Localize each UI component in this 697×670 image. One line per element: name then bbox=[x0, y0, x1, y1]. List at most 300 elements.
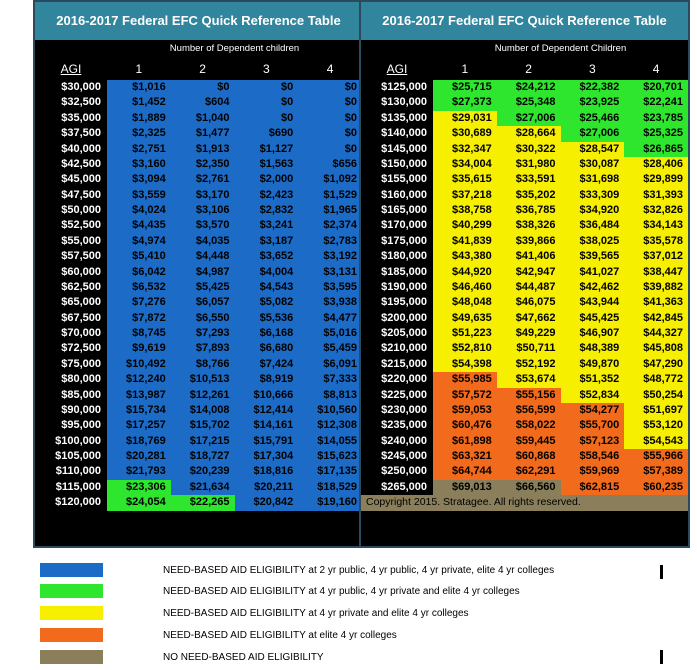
efc-cell: $10,666 bbox=[235, 388, 299, 403]
efc-cell: $1,477 bbox=[171, 126, 235, 141]
table-row bbox=[361, 372, 688, 387]
table-row bbox=[361, 280, 688, 295]
table-row bbox=[361, 388, 688, 403]
table-row bbox=[361, 449, 688, 464]
column-header-row bbox=[361, 58, 688, 80]
efc-cell: $35,578 bbox=[624, 234, 688, 249]
agi-cell: $160,000 bbox=[361, 188, 433, 203]
subheader-label: Number of Dependent Children bbox=[494, 43, 627, 54]
agi-cell: $85,000 bbox=[35, 388, 107, 403]
subheader-label: Number of Dependent children bbox=[169, 43, 300, 54]
agi-cell: $115,000 bbox=[35, 480, 107, 495]
efc-cell: $20,701 bbox=[624, 80, 688, 95]
efc-cell: $15,702 bbox=[171, 418, 235, 433]
table-row bbox=[361, 265, 688, 280]
efc-cell: $28,547 bbox=[561, 142, 625, 157]
efc-cell: $58,546 bbox=[561, 449, 625, 464]
efc-cell: $26,865 bbox=[624, 142, 688, 157]
efc-cell: $0 bbox=[298, 95, 362, 110]
efc-cell: $1,889 bbox=[107, 111, 171, 126]
efc-cell: $2,350 bbox=[171, 157, 235, 172]
efc-cell: $20,281 bbox=[107, 449, 171, 464]
efc-cell: $2,832 bbox=[235, 203, 299, 218]
table-body bbox=[361, 80, 688, 495]
efc-cell: $35,202 bbox=[497, 188, 561, 203]
table-row bbox=[361, 111, 688, 126]
table-row bbox=[35, 311, 362, 326]
efc-cell: $59,445 bbox=[497, 434, 561, 449]
efc-cell: $5,082 bbox=[235, 295, 299, 310]
agi-cell: $95,000 bbox=[35, 418, 107, 433]
right-edge-mark bbox=[660, 565, 663, 579]
efc-cell: $4,004 bbox=[235, 265, 299, 280]
right-edge-mark bbox=[660, 650, 663, 664]
efc-cell: $10,513 bbox=[171, 372, 235, 387]
legend-swatch-green bbox=[40, 584, 103, 598]
efc-cell: $51,223 bbox=[433, 326, 497, 341]
efc-cell: $5,425 bbox=[171, 280, 235, 295]
efc-cell: $14,055 bbox=[298, 434, 362, 449]
efc-cell: $17,257 bbox=[107, 418, 171, 433]
table-row bbox=[361, 218, 688, 233]
efc-cell: $59,053 bbox=[433, 403, 497, 418]
efc-cell: $1,040 bbox=[171, 111, 235, 126]
efc-cell: $20,842 bbox=[235, 495, 299, 510]
agi-cell: $175,000 bbox=[361, 234, 433, 249]
efc-cell: $47,662 bbox=[497, 311, 561, 326]
efc-cell: $10,560 bbox=[298, 403, 362, 418]
agi-cell: $205,000 bbox=[361, 326, 433, 341]
efc-cell: $2,325 bbox=[107, 126, 171, 141]
efc-cell: $5,016 bbox=[298, 326, 362, 341]
efc-cell: $32,347 bbox=[433, 142, 497, 157]
efc-cell: $51,352 bbox=[561, 372, 625, 387]
col-header-4: 4 bbox=[326, 62, 334, 76]
legend-label-yellow: NEED-BASED AID ELIGIBILITY at 4 yr private and elite 4 yr colleges bbox=[163, 608, 469, 619]
agi-cell: $215,000 bbox=[361, 357, 433, 372]
efc-cell: $23,306 bbox=[107, 480, 171, 495]
efc-cell: $38,447 bbox=[624, 265, 688, 280]
efc-cell: $15,791 bbox=[235, 434, 299, 449]
efc-cell: $0 bbox=[235, 111, 299, 126]
efc-cell: $0 bbox=[235, 80, 299, 95]
efc-cell: $57,123 bbox=[561, 434, 625, 449]
efc-cell: $604 bbox=[171, 95, 235, 110]
efc-cell: $29,899 bbox=[624, 172, 688, 187]
efc-cell: $50,254 bbox=[624, 388, 688, 403]
agi-cell: $62,500 bbox=[35, 280, 107, 295]
efc-cell: $28,664 bbox=[497, 126, 561, 141]
legend-swatch-orange bbox=[40, 628, 103, 642]
efc-cell: $49,635 bbox=[433, 311, 497, 326]
efc-cell: $49,870 bbox=[561, 357, 625, 372]
efc-cell: $17,215 bbox=[171, 434, 235, 449]
efc-cell: $1,563 bbox=[235, 157, 299, 172]
table-row bbox=[35, 357, 362, 372]
efc-cell: $4,024 bbox=[107, 203, 171, 218]
efc-cell: $41,839 bbox=[433, 234, 497, 249]
agi-cell: $135,000 bbox=[361, 111, 433, 126]
agi-cell: $65,000 bbox=[35, 295, 107, 310]
efc-cell: $52,810 bbox=[433, 341, 497, 356]
efc-cell: $5,459 bbox=[298, 341, 362, 356]
efc-cell: $4,035 bbox=[171, 234, 235, 249]
efc-table-right bbox=[359, 0, 690, 548]
efc-cell: $30,322 bbox=[497, 142, 561, 157]
agi-cell: $57,500 bbox=[35, 249, 107, 264]
agi-cell: $120,000 bbox=[35, 495, 107, 510]
efc-cell: $48,048 bbox=[433, 295, 497, 310]
legend-label-olive: NO NEED-BASED AID ELIGIBILITY bbox=[163, 652, 324, 663]
efc-cell: $3,595 bbox=[298, 280, 362, 295]
efc-cell: $43,944 bbox=[561, 295, 625, 310]
agi-cell: $45,000 bbox=[35, 172, 107, 187]
efc-cell: $25,348 bbox=[497, 95, 561, 110]
efc-cell: $3,160 bbox=[107, 157, 171, 172]
agi-cell: $130,000 bbox=[361, 95, 433, 110]
efc-cell: $7,333 bbox=[298, 372, 362, 387]
efc-cell: $2,000 bbox=[235, 172, 299, 187]
efc-cell: $2,761 bbox=[171, 172, 235, 187]
legend-label-blue: NEED-BASED AID ELIGIBILITY at 2 yr public, 4 yr public, 4 yr private, elite 4 yr colleges bbox=[163, 565, 555, 576]
efc-cell: $41,027 bbox=[561, 265, 625, 280]
table-row bbox=[35, 249, 362, 264]
agi-cell: $52,500 bbox=[35, 218, 107, 233]
efc-cell: $52,192 bbox=[497, 357, 561, 372]
efc-cell: $38,326 bbox=[497, 218, 561, 233]
efc-cell: $63,321 bbox=[433, 449, 497, 464]
agi-cell: $30,000 bbox=[35, 80, 107, 95]
table-row bbox=[361, 434, 688, 449]
efc-cell: $15,623 bbox=[298, 449, 362, 464]
legend-label-green: NEED-BASED AID ELIGIBILITY at 4 yr public, 4 yr private and elite 4 yr colleges bbox=[163, 586, 520, 597]
agi-cell: $42,500 bbox=[35, 157, 107, 172]
efc-cell: $23,925 bbox=[561, 95, 625, 110]
efc-cell: $25,466 bbox=[561, 111, 625, 126]
efc-cell: $25,715 bbox=[433, 80, 497, 95]
agi-cell: $100,000 bbox=[35, 434, 107, 449]
table-row bbox=[361, 480, 688, 495]
efc-cell: $45,425 bbox=[561, 311, 625, 326]
table-row bbox=[361, 172, 688, 187]
table-row bbox=[35, 95, 362, 110]
efc-cell: $53,674 bbox=[497, 372, 561, 387]
efc-cell: $46,460 bbox=[433, 280, 497, 295]
efc-cell: $27,006 bbox=[561, 126, 625, 141]
efc-cell: $17,135 bbox=[298, 464, 362, 479]
efc-cell: $7,893 bbox=[171, 341, 235, 356]
efc-cell: $41,406 bbox=[497, 249, 561, 264]
agi-cell: $250,000 bbox=[361, 464, 433, 479]
efc-cell: $18,769 bbox=[107, 434, 171, 449]
col-header-3: 3 bbox=[263, 62, 270, 76]
efc-cell: $6,057 bbox=[171, 295, 235, 310]
efc-cell: $46,075 bbox=[497, 295, 561, 310]
efc-cell: $69,013 bbox=[433, 480, 497, 495]
efc-cell: $34,004 bbox=[433, 157, 497, 172]
efc-cell: $64,744 bbox=[433, 464, 497, 479]
efc-cell: $36,484 bbox=[561, 218, 625, 233]
efc-cell: $5,536 bbox=[235, 311, 299, 326]
efc-cell: $62,291 bbox=[497, 464, 561, 479]
efc-cell: $44,920 bbox=[433, 265, 497, 280]
efc-cell: $31,393 bbox=[624, 188, 688, 203]
table-row bbox=[35, 80, 362, 95]
efc-cell: $22,265 bbox=[171, 495, 235, 510]
efc-cell: $3,187 bbox=[235, 234, 299, 249]
efc-cell: $37,012 bbox=[624, 249, 688, 264]
efc-cell: $8,813 bbox=[298, 388, 362, 403]
efc-cell: $42,947 bbox=[497, 265, 561, 280]
efc-cell: $47,290 bbox=[624, 357, 688, 372]
efc-cell: $39,882 bbox=[624, 280, 688, 295]
agi-cell: $125,000 bbox=[361, 80, 433, 95]
efc-cell: $30,087 bbox=[561, 157, 625, 172]
efc-cell: $0 bbox=[235, 95, 299, 110]
efc-cell: $30,689 bbox=[433, 126, 497, 141]
agi-cell: $90,000 bbox=[35, 403, 107, 418]
efc-cell: $1,452 bbox=[107, 95, 171, 110]
efc-cell: $17,304 bbox=[235, 449, 299, 464]
efc-cell: $3,570 bbox=[171, 218, 235, 233]
efc-cell: $6,091 bbox=[298, 357, 362, 372]
table-row bbox=[35, 265, 362, 280]
agi-cell: $37,500 bbox=[35, 126, 107, 141]
efc-cell: $12,308 bbox=[298, 418, 362, 433]
efc-cell: $1,092 bbox=[298, 172, 362, 187]
efc-cell: $3,652 bbox=[235, 249, 299, 264]
table-row bbox=[35, 480, 362, 495]
efc-cell: $38,025 bbox=[561, 234, 625, 249]
legend bbox=[40, 563, 680, 663]
table-row bbox=[361, 249, 688, 264]
table-title: 2016-2017 Federal EFC Quick Reference Table bbox=[361, 2, 688, 40]
col-header-1: 1 bbox=[135, 62, 143, 76]
agi-cell: $185,000 bbox=[361, 265, 433, 280]
efc-cell: $7,276 bbox=[107, 295, 171, 310]
agi-cell: $150,000 bbox=[361, 157, 433, 172]
table-row bbox=[35, 126, 362, 141]
efc-cell: $1,913 bbox=[171, 142, 235, 157]
efc-cell: $4,435 bbox=[107, 218, 171, 233]
agi-cell: $50,000 bbox=[35, 203, 107, 218]
efc-cell: $3,192 bbox=[298, 249, 362, 264]
legend-label-orange: NEED-BASED AID ELIGIBILITY at elite 4 yr colleges bbox=[163, 630, 397, 641]
efc-cell: $57,572 bbox=[433, 388, 497, 403]
table-row bbox=[35, 295, 362, 310]
efc-cell: $2,751 bbox=[107, 142, 171, 157]
efc-cell: $38,758 bbox=[433, 203, 497, 218]
agi-cell: $190,000 bbox=[361, 280, 433, 295]
table-row bbox=[361, 295, 688, 310]
efc-cell: $3,938 bbox=[298, 295, 362, 310]
efc-cell: $2,423 bbox=[235, 188, 299, 203]
efc-cell: $6,550 bbox=[171, 311, 235, 326]
efc-cell: $18,727 bbox=[171, 449, 235, 464]
efc-cell: $55,985 bbox=[433, 372, 497, 387]
efc-cell: $43,380 bbox=[433, 249, 497, 264]
efc-cell: $21,634 bbox=[171, 480, 235, 495]
agi-cell: $105,000 bbox=[35, 449, 107, 464]
efc-cell: $55,156 bbox=[497, 388, 561, 403]
table-row bbox=[361, 80, 688, 95]
efc-cell: $4,543 bbox=[235, 280, 299, 295]
efc-cell: $22,241 bbox=[624, 95, 688, 110]
agi-cell: $72,500 bbox=[35, 341, 107, 356]
agi-cell: $60,000 bbox=[35, 265, 107, 280]
efc-cell: $12,240 bbox=[107, 372, 171, 387]
table-row bbox=[35, 449, 362, 464]
agi-cell: $67,500 bbox=[35, 311, 107, 326]
efc-cell: $1,529 bbox=[298, 188, 362, 203]
efc-cell: $8,745 bbox=[107, 326, 171, 341]
table-row bbox=[361, 311, 688, 326]
efc-cell: $6,680 bbox=[235, 341, 299, 356]
table-row bbox=[35, 111, 362, 126]
table-row bbox=[35, 403, 362, 418]
table-row bbox=[35, 388, 362, 403]
efc-cell: $31,980 bbox=[497, 157, 561, 172]
efc-cell: $54,543 bbox=[624, 434, 688, 449]
efc-cell: $44,487 bbox=[497, 280, 561, 295]
efc-cell: $7,872 bbox=[107, 311, 171, 326]
efc-cell: $18,816 bbox=[235, 464, 299, 479]
table-row bbox=[35, 418, 362, 433]
efc-cell: $0 bbox=[298, 111, 362, 126]
efc-cell: $24,212 bbox=[497, 80, 561, 95]
efc-cell: $42,845 bbox=[624, 311, 688, 326]
efc-cell: $34,920 bbox=[561, 203, 625, 218]
efc-cell: $36,785 bbox=[497, 203, 561, 218]
efc-cell: $1,016 bbox=[107, 80, 171, 95]
efc-cell: $32,826 bbox=[624, 203, 688, 218]
efc-cell: $20,211 bbox=[235, 480, 299, 495]
efc-cell: $55,966 bbox=[624, 449, 688, 464]
efc-cell: $9,619 bbox=[107, 341, 171, 356]
table-row bbox=[35, 218, 362, 233]
table-row bbox=[361, 126, 688, 141]
efc-cell: $0 bbox=[298, 126, 362, 141]
agi-cell: $145,000 bbox=[361, 142, 433, 157]
table-row bbox=[35, 464, 362, 479]
efc-cell: $55,700 bbox=[561, 418, 625, 433]
efc-cell: $27,373 bbox=[433, 95, 497, 110]
efc-cell: $29,031 bbox=[433, 111, 497, 126]
efc-cell: $46,907 bbox=[561, 326, 625, 341]
efc-cell: $0 bbox=[298, 80, 362, 95]
efc-cell: $1,965 bbox=[298, 203, 362, 218]
table-row bbox=[35, 280, 362, 295]
efc-cell: $25,325 bbox=[624, 126, 688, 141]
col-header-3: 3 bbox=[589, 62, 596, 76]
table-row bbox=[35, 172, 362, 187]
efc-cell: $60,476 bbox=[433, 418, 497, 433]
efc-cell: $6,042 bbox=[107, 265, 171, 280]
table-row bbox=[35, 326, 362, 341]
copyright-note: Copyright 2015. Stratagee. All rights reserved. bbox=[361, 495, 688, 510]
efc-cell: $44,327 bbox=[624, 326, 688, 341]
efc-cell: $24,054 bbox=[107, 495, 171, 510]
col-header-1: 1 bbox=[461, 62, 469, 76]
efc-cell: $6,532 bbox=[107, 280, 171, 295]
efc-cell: $3,094 bbox=[107, 172, 171, 187]
col-header-4: 4 bbox=[652, 62, 660, 76]
efc-cell: $0 bbox=[171, 80, 235, 95]
agi-cell: $220,000 bbox=[361, 372, 433, 387]
efc-cell: $12,414 bbox=[235, 403, 299, 418]
efc-cell: $5,410 bbox=[107, 249, 171, 264]
efc-cell: $21,793 bbox=[107, 464, 171, 479]
efc-cell: $4,974 bbox=[107, 234, 171, 249]
table-row bbox=[361, 357, 688, 372]
efc-cell: $66,560 bbox=[497, 480, 561, 495]
efc-cell: $40,299 bbox=[433, 218, 497, 233]
table-row bbox=[35, 341, 362, 356]
efc-cell: $51,697 bbox=[624, 403, 688, 418]
table-row bbox=[35, 142, 362, 157]
efc-cell: $20,239 bbox=[171, 464, 235, 479]
agi-cell: $32,500 bbox=[35, 95, 107, 110]
efc-cell: $33,591 bbox=[497, 172, 561, 187]
table-row bbox=[361, 341, 688, 356]
efc-cell: $22,382 bbox=[561, 80, 625, 95]
efc-cell: $0 bbox=[298, 142, 362, 157]
subheader bbox=[35, 40, 362, 58]
efc-cell: $31,698 bbox=[561, 172, 625, 187]
col-header-2: 2 bbox=[525, 62, 532, 76]
efc-cell: $15,734 bbox=[107, 403, 171, 418]
agi-cell: $80,000 bbox=[35, 372, 107, 387]
efc-cell: $10,492 bbox=[107, 357, 171, 372]
agi-cell: $47,500 bbox=[35, 188, 107, 203]
legend-swatch-blue bbox=[40, 563, 103, 577]
efc-cell: $56,599 bbox=[497, 403, 561, 418]
table-row bbox=[361, 157, 688, 172]
agi-cell: $245,000 bbox=[361, 449, 433, 464]
agi-cell: $70,000 bbox=[35, 326, 107, 341]
efc-cell: $49,229 bbox=[497, 326, 561, 341]
efc-cell: $37,218 bbox=[433, 188, 497, 203]
efc-cell: $27,006 bbox=[497, 111, 561, 126]
agi-cell: $230,000 bbox=[361, 403, 433, 418]
table-row bbox=[35, 234, 362, 249]
efc-cell: $61,898 bbox=[433, 434, 497, 449]
agi-cell: $75,000 bbox=[35, 357, 107, 372]
efc-cell: $62,815 bbox=[561, 480, 625, 495]
efc-cell: $3,131 bbox=[298, 265, 362, 280]
legend-swatch-olive bbox=[40, 650, 103, 664]
agi-cell: $110,000 bbox=[35, 464, 107, 479]
agi-cell: $40,000 bbox=[35, 142, 107, 157]
agi-cell: $195,000 bbox=[361, 295, 433, 310]
efc-cell: $3,559 bbox=[107, 188, 171, 203]
efc-cell: $2,783 bbox=[298, 234, 362, 249]
efc-cell: $4,448 bbox=[171, 249, 235, 264]
col-header-2: 2 bbox=[199, 62, 206, 76]
agi-cell: $35,000 bbox=[35, 111, 107, 126]
table-row bbox=[35, 372, 362, 387]
agi-cell: $235,000 bbox=[361, 418, 433, 433]
efc-cell: $3,106 bbox=[171, 203, 235, 218]
agi-cell: $180,000 bbox=[361, 249, 433, 264]
efc-cell: $7,293 bbox=[171, 326, 235, 341]
agi-cell: $140,000 bbox=[361, 126, 433, 141]
efc-cell: $54,277 bbox=[561, 403, 625, 418]
efc-cell: $59,969 bbox=[561, 464, 625, 479]
efc-cell: $34,143 bbox=[624, 218, 688, 233]
table-row bbox=[35, 495, 362, 510]
agi-cell: $240,000 bbox=[361, 434, 433, 449]
